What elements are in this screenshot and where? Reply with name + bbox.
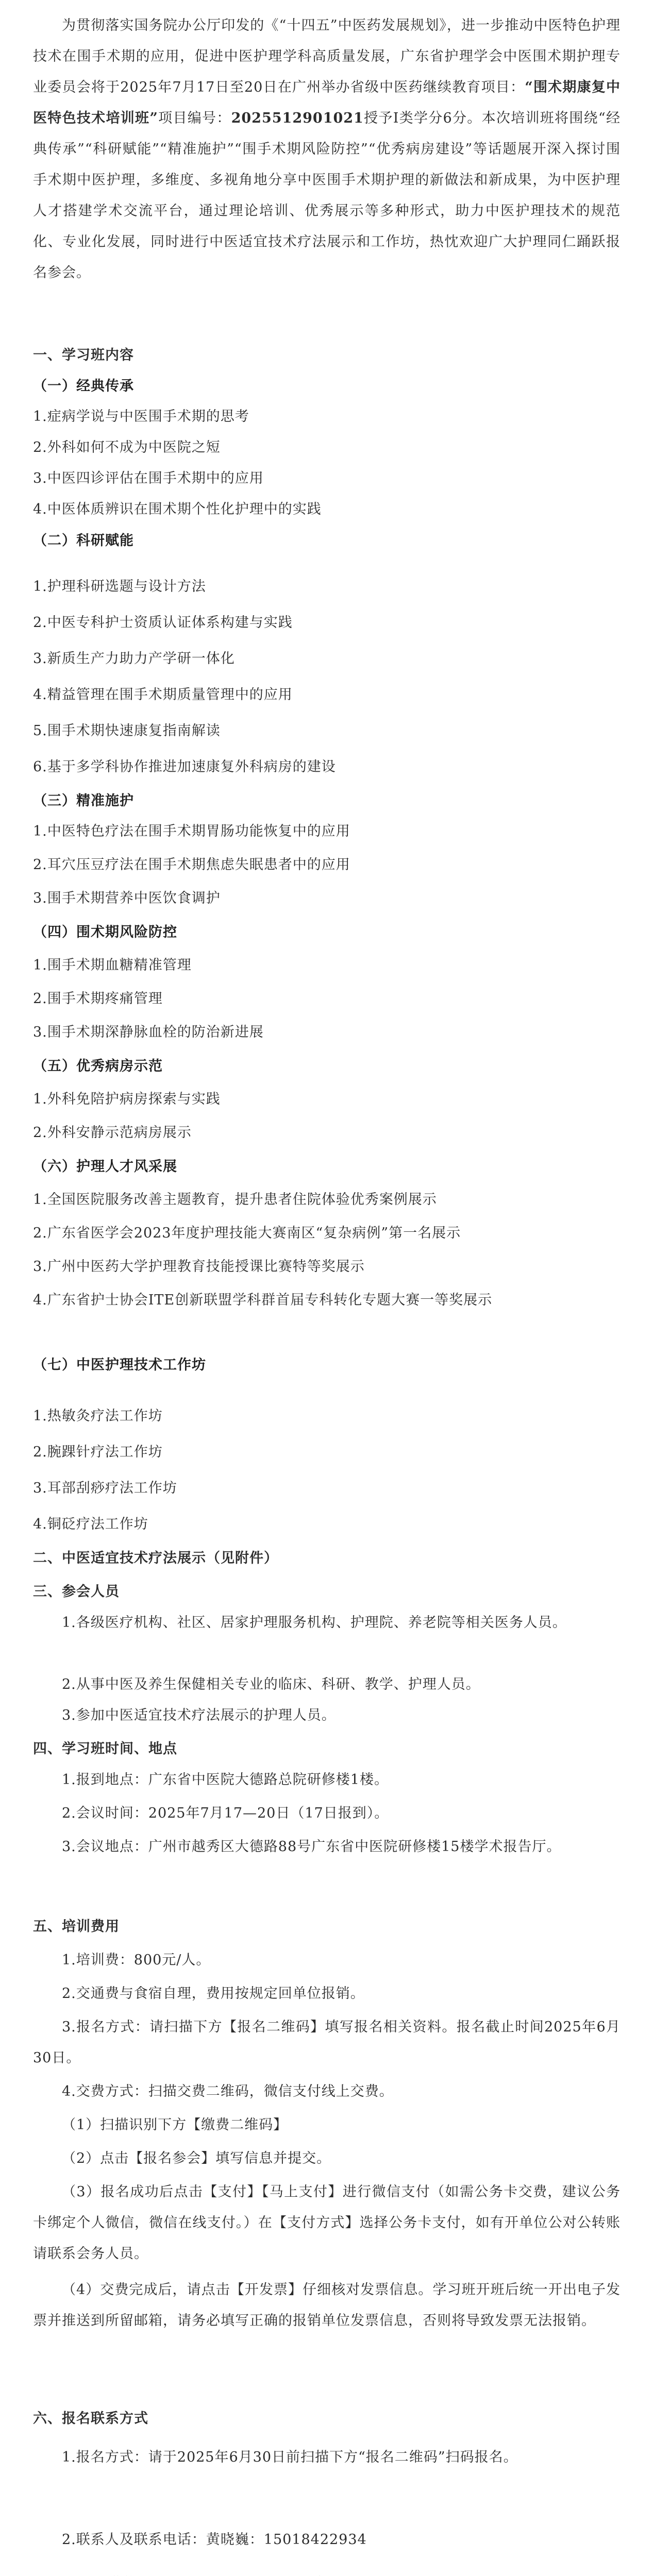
list-item: 1.护理科研选题与设计方法 — [33, 579, 206, 595]
list-item: 1.热敏灸疗法工作坊 — [33, 1408, 163, 1424]
list-item: 1.症病学说与中医围手术期的思考 — [33, 409, 249, 425]
section-6-title: 六、报名联系方式 — [33, 2411, 148, 2427]
project-code: 2025512901021 — [231, 110, 364, 126]
list-item: 5.围手术期快速康复指南解读 — [33, 723, 221, 739]
list-item: 4.精益管理在围手术期质量管理中的应用 — [33, 687, 293, 703]
intro-post: 授予Ⅰ类学分6分。本次培训班将围绕“经典传承”“科研赋能”“精准施护”“围手术期风险防控”“优秀病房建设”等话题展开深入探讨围手术期中医护理，多维度、多视角地分享中医围手术期护理的新做法和新成果，为中医护理人才搭建学术交流平台，通过理论培训、优秀展示等多种形式，助力中医护理技术的规范化、专业化发展，同时进行中医适宜技术疗法展示和工作坊，热忱欢迎广大护理同仁踊跃报名参会。 — [33, 110, 621, 281]
list-item: 1.外科免陪护病房探索与实践 — [33, 1091, 221, 1107]
contact-line: 2.联系人及联系电话：黄晓巍：15018422934 — [62, 2532, 367, 2548]
intro-pre: 为贯彻落实国务院办公厅印发的《“十四五”中医药发展规划》，进一步推动中医特色护理技术在围手术期的应用，促进中医护理学科高质量发展，广东省护理学会中医围术期护理专业委员会将于2025年7月17日至20日在广州举办省级中医药继续教育项目： — [33, 18, 621, 95]
list-item: （1）扫描识别下方【缴费二维码】 — [62, 2117, 288, 2133]
list-item: （4）交费完成后，请点击【开发票】仔细核对发票信息。学习班开班后统一开出电子发票并推送到所留邮箱，请务必填写正确的报销单位发票信息，否则将导致发票无法报销。 — [33, 2282, 621, 2329]
list-item: 4.中医体质辨识在围术期个性化护理中的实践 — [33, 501, 322, 517]
list-item: 1.围手术期血糖精准管理 — [33, 957, 192, 973]
list-item: 2.中医专科护士资质认证体系构建与实践 — [33, 615, 293, 631]
project-name: “围术期康复中医特色技术培训班” — [33, 79, 621, 126]
list-item: 1.报到地点：广东省中医院大德路总院研修楼1楼。 — [62, 1772, 389, 1788]
list-item: 2.广东省医学会2023年度护理技能大赛南区“复杂病例”第一名展示 — [33, 1225, 461, 1241]
list-item: 3.广州中医药大学护理教育技能授课比赛特等奖展示 — [33, 1259, 365, 1275]
section-1-5-title: （五）优秀病房示范 — [33, 1058, 163, 1074]
list-item: 4.铜砭疗法工作坊 — [33, 1516, 148, 1532]
list-item: 2.耳穴压豆疗法在围手术期焦虑失眠患者中的应用 — [33, 857, 350, 873]
section-1-1-title: （一）经典传承 — [33, 378, 134, 394]
section-1-3-title: （三）精准施护 — [33, 793, 134, 809]
list-item: 3.围手术期营养中医饮食调护 — [33, 890, 221, 906]
contact-line — [33, 2568, 621, 2576]
list-item: 2.会议时间：2025年7月17—20日（17日报到）。 — [62, 1805, 389, 1821]
section-5-title: 五、培训费用 — [33, 1919, 120, 1935]
list-item: 3.围手术期深静脉血栓的防治新进展 — [33, 1024, 264, 1040]
section-1-4-title: （四）围术期风险防控 — [33, 924, 177, 940]
section-2-title: 二、中医适宜技术疗法展示（见附件） — [33, 1550, 278, 1566]
list-item: 2.腕踝针疗法工作坊 — [33, 1444, 163, 1460]
list-item: 2.外科如何不成为中医院之短 — [33, 439, 221, 455]
list-item: 3.耳部刮痧疗法工作坊 — [33, 1480, 177, 1496]
section-4-title: 四、学习班时间、地点 — [33, 1741, 177, 1757]
intro-paragraph — [33, 10, 621, 289]
section-3-title: 三、参会人员 — [33, 1584, 120, 1600]
list-item: 4.广东省护士协会ITE创新联盟学科群首届专科转化专题大赛一等奖展示 — [33, 1292, 493, 1308]
list-item: 1.各级医疗机构、社区、居家护理服务机构、护理院、养老院等相关医务人员。 — [62, 1615, 567, 1631]
list-item: 6.基于多学科协作推进加速康复外科病房的建设 — [33, 759, 336, 775]
list-item: 3.中医四诊评估在围手术期中的应用 — [33, 470, 264, 486]
list-item: 3.参加中医适宜技术疗法展示的护理人员。 — [62, 1707, 336, 1723]
list-item: 3.新质生产力助力产学研一体化 — [33, 651, 235, 667]
list-item: 2.从事中医及养生保健相关专业的临床、科研、教学、护理人员。 — [62, 1676, 480, 1692]
section-1-7-title: （七）中医护理技术工作坊 — [33, 1357, 206, 1373]
section-1-6-title: （六）护理人才风采展 — [33, 1159, 177, 1175]
list-item: 1.培训费：800元/人。 — [62, 1952, 211, 1968]
section-1-title: 一、学习班内容 — [33, 347, 134, 363]
section-1-2-title: （二）科研赋能 — [33, 533, 134, 549]
project-code-label: 项目编号： — [158, 110, 231, 126]
list-item: 4.交费方式：扫描交费二维码，微信支付线上交费。 — [62, 2083, 394, 2099]
list-item: 1.报名方式：请于2025年6月30日前扫描下方“报名二维码”扫码报名。 — [62, 2449, 518, 2465]
list-item: 2.交通费与食宿自理，费用按规定回单位报销。 — [62, 1986, 365, 2002]
list-item: （2）点击【报名参会】填写信息并提交。 — [62, 2150, 331, 2166]
list-item: 1.全国医院服务改善主题教育，提升患者住院体验优秀案例展示 — [33, 1192, 437, 1208]
list-item: 2.外科安静示范病房展示 — [33, 1125, 192, 1141]
list-item: 1.中医特色疗法在围手术期胃肠功能恢复中的应用 — [33, 823, 350, 839]
list-item: 3.报名方式：请扫描下方【报名二维码】填写报名相关资料。报名截止时间2025年6月30日。 — [33, 2019, 621, 2066]
list-item: （3）报名成功后点击【支付】【马上支付】进行微信支付（如需公务卡交费，建议公务卡绑定个人微信，微信在线支付。）在【支付方式】选择公务卡支付，如有开单位公对公转账请联系会务人员。 — [33, 2184, 621, 2262]
list-item: 3.会议地点：广州市越秀区大德路88号广东省中医院研修楼15楼学术报告厅。 — [62, 1839, 561, 1855]
list-item: 2.围手术期疼痛管理 — [33, 991, 163, 1007]
